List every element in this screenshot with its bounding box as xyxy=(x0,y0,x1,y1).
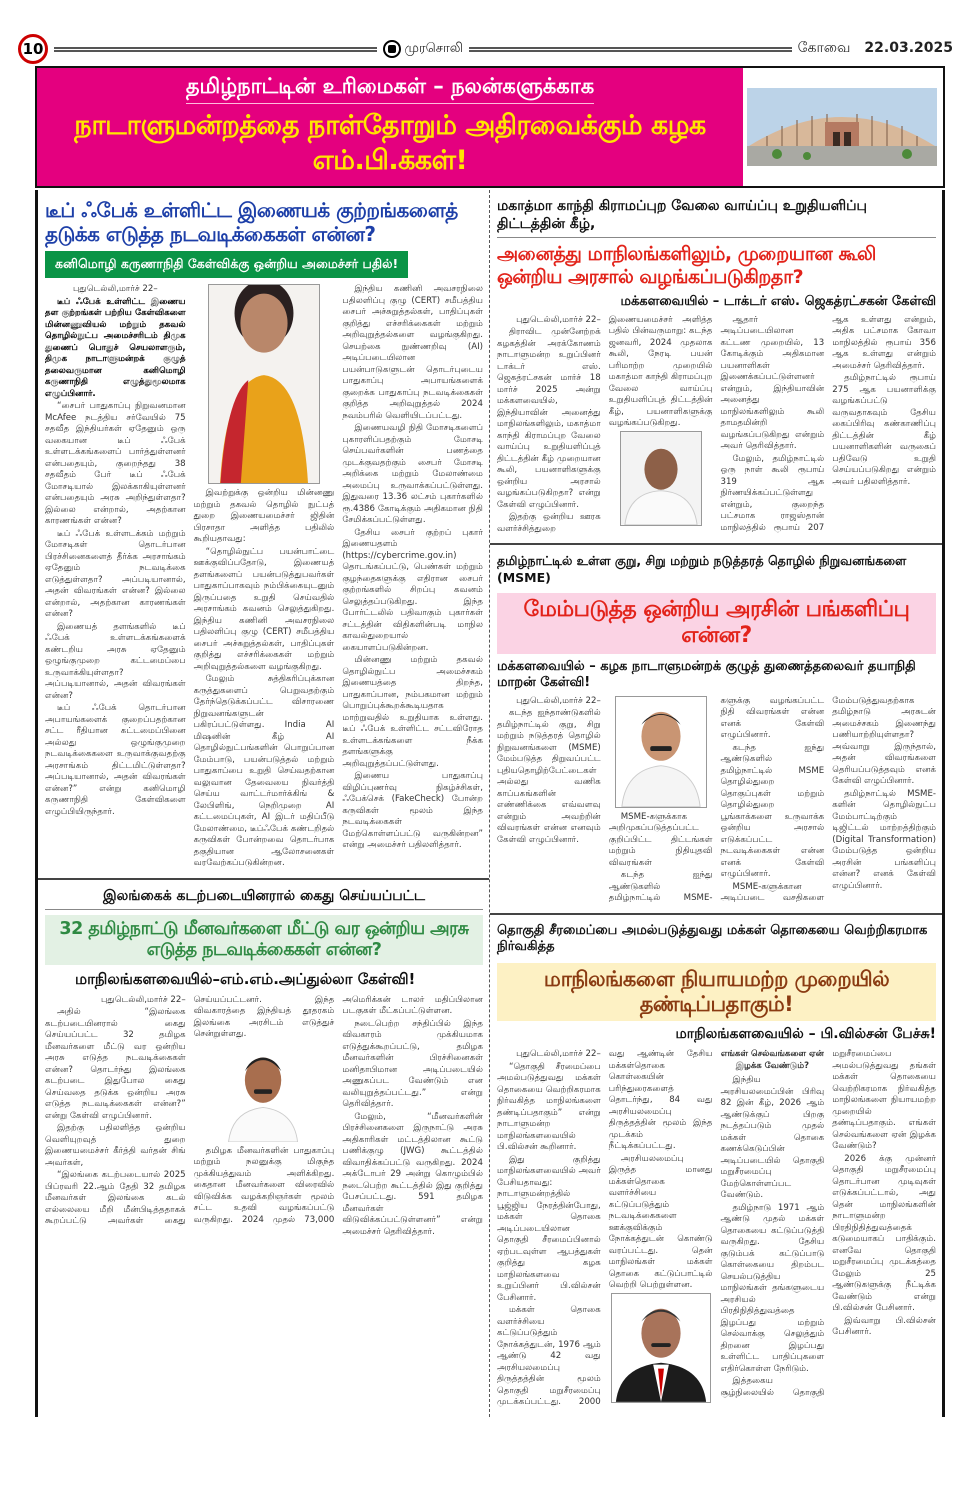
article-deepfake xyxy=(38,190,489,878)
photo-caption: எங்கள் செல்வங்களை ஏன் இழக்க வேண்டும்? xyxy=(720,1049,824,1071)
jagathrakshakan-photo xyxy=(620,431,702,526)
article-fishermen xyxy=(38,878,489,1247)
parliament-photo xyxy=(743,68,943,186)
page-body xyxy=(35,190,945,1417)
dateline: புதுடெல்லி,மார்ச் 22– xyxy=(73,284,158,294)
paragraph: தமிழ்நாட்டில் ரூபாய் 275 ஆக பயனாளிக்கு வழங்கப்பட்டு வருவதாகவும் தேசிய கைப்பிரிவு கண்காணிப்பு திட்டத்தின் கீழ் பயனாளிகளின் வருகைப் பதிவேடு உறுதி செய்யப்படுகிறது என்றும் அவர் பதிலளித்தார். xyxy=(832,373,936,487)
paragraph: கடந்த ஐந்தாண்டுகளில் தமிழ்நாட்டில் குறு, சிறு மற்றும் நடுத்தரத் தொழில் நிறுவனங்களை (MSME) மேம்படுத்த திறுவப்பட்ட புதியதொழிற்பேட்டைகள் அல்லது வணிக காப்பகங்களின் எண்ணிக்கை எவ்வளவு என்றும் அவற்றின் விவரங்கள் என்ன எனவும் கேள்வி எழுப்பினார். xyxy=(497,708,601,845)
masthead-rule xyxy=(54,47,377,52)
paragraph: இணையத் தளங்களில் டீப் ஃபேக் உள்ளடக்கங்களைக் கண்டறிய அரசு ஏதேனும் ஒழுங்குமுறை கட்டமைப்பை உருவாக்கியுள்ளதா? அப்படியானால், அதன் விவரங்கள் என்ன? xyxy=(45,621,186,701)
paragraph: இதற்கு பதிலளித்த ஒன்றிய வெளியுறவுத் துறை இணையமைச்சர் கீர்த்தி வர்தன் சிங் அவர்கள், xyxy=(45,1123,186,1168)
paragraph: டீப் ஃபேக் தொடர்பான அபாயங்களைக் குறைப்பதற்கான சட்ட ரீதியான கட்டமைப்பினை அல்லது ஒழுங்குமுறை நடவடிக்கைகளை உருவாக்குவதற்கு அரசாங்கம் திட்டமிட்டுள்ளதா? அப்படியானால், அதன் விவரங்கள் என்ன?” என்று கனிமொழி கருணாநிதி கேள்விகளை எழுப்பியிருந்தார். xyxy=(45,703,186,817)
article-body xyxy=(497,1049,936,1409)
article-headline: மேம்படுத்த ஒன்றிய அரசின் பங்களிப்பு என்ன? xyxy=(497,593,936,654)
article-body xyxy=(45,995,483,1239)
paragraph: கடந்த ஐந்து ஆண்டுகளில் தமிழ்நாட்டில் MSME தொழில்துறை தொகுப்புகள் மற்றும் தொழில்துறை பூங்காக்களை உருவாக்க ஒன்றிய அரசால் எடுக்கப்பட்ட நடவடிக்கைகள் என்ன எனக் கேள்வி எழுப்பினார். xyxy=(720,742,825,880)
paragraph: திராவிட முன்னேற்றக் கழகத்தின் அரக்கோணம் நாடாளுமன்ற உறுப்பினர் டாக்டர் எஸ். ஜெகத்ரட்சகன் மார்ச் 18 மார்ச் 2025 அன்று மக்களவையில், இந்தியாவின் அனைத்து மாநிலங்களிலும், மகாத்மா காந்தி கிராமப்புற வேலை வாய்ப்பு உறுதியளிப்புத் திட்டத்தின் கீழ் முறையான கூலி, பயனாளிகளுக்கு ஒன்றிய அரசால் வழங்கப்படுகிறதா? என்று கேள்வி எழுப்பினார். xyxy=(497,327,601,510)
dateline: புதுடெல்லி,மார்ச் 22– xyxy=(516,695,601,706)
paragraph: ஆதார் அடிப்படையிலான கட்டண முறையில், 13 கோடிக்கும் அதிகமான பயனாளிகள் இணைக்கப்பட்டுள்ளனர் என்றும், இந்தியாவின் அனைத்து மாநிலங்களிலும் கூலி தாமதமின்றி வழங்கப்படுகிறது என்றும் அவர் தெரிவித்தார். xyxy=(720,314,825,452)
paragraph: “இலங்கை கடற்படையால் 2025 பிப்ரவரி 22.ஆம் தேதி 32 தமிழக மீனவர்கள் இலங்கை கடல் எல்லையை மீறி மீன்பிடித்ததாகக் கூறப்பட்டு அவர்கள் கைது செய்யப்பட்டனர். இந்த விவகாரத்தை இந்தியத் தூதரகம் இலங்கை அரசிடம் எடுத்துச் சென்றுள்ளது. xyxy=(45,994,335,1226)
article-headline: டீப் ஃபேக் உள்ளிட்ட இணையக் குற்றங்களைத் தடுக்க எடுத்த நடவடிக்கைகள் என்ன? xyxy=(45,198,458,246)
paragraph: இவ்வாறு பி.வில்சன் பேசினார். xyxy=(832,1315,936,1338)
article-byline: மாநிலங்களவையில் – பி.வில்சன் பேச்சு! xyxy=(675,1026,936,1043)
paragraph: மேலும், தமிழ்நாட்டில் ஒரு நாள் கூலி ரூபாய் 319 ஆக நிர்ணயிக்கப்பட்டுள்ளது என்றும், குறைந்த பட்சமாக ராஜஸ்தான் மாநிலத்தில் ரூபாய் 207 ஆக உள்ளது என்றும், அதிக பட்சமாக கோவா மாநிலத்தில் ரூபாய் 356 ஆக உள்ளது என்றும் அமைச்சர் தெரிவித்தார். xyxy=(720,314,936,533)
article-byline: மாநிலங்களவையில்–எம்.எம்.அப்துல்லா கேள்வி! xyxy=(75,969,416,988)
paragraph: தமிழக மீனவர்களின் பாதுகாப்பு மற்றும் நலனுக்கு மிகுந்த முக்கியத்துவம் அளிக்கிறது. கைதான மீனவர்களை விரைவில் விடுவிக்க வழக்கறிஞர்கள் மூலம் சட்ட உதவி வழங்கப்பட்டு வருகிறது. 2024 முதல் 73,000 அமெரிக்கன் டாலர் மதிப்பிலான படகுகள் மீட்கப்பட்டுள்ளன. xyxy=(193,994,483,1225)
dateline: புதுடெல்லி,மார்ச் 22– xyxy=(516,314,601,325)
masthead xyxy=(18,34,953,64)
article-msme xyxy=(490,543,942,913)
paragraph: “சைபர் பாதுகாப்பு நிறுவனமான McAfee நடத்திய சர்வேயில் 75 சதவீத இந்தியர்கள் ஏதேனும் ஒரு வகையான டீப் ஃபேக் உள்ளடக்கங்களைப் பார்த்துள்ளனர் என்பதையும், குறைந்தது 38 சதவீதம் பேர் டீப் ஃபேக் மோசடியால் இலக்காகியுள்ளனர் என்பதையும் அரசு அறிந்துள்ளதா? இல்லை என்றால், அதற்கான காரணங்கள் என்ன? xyxy=(45,401,186,526)
article-mgnrega xyxy=(490,190,942,543)
paragraph: மேலும், “மீனவர்களின் பிரச்சினைகளை இருநாட்டு அரசு அதிகாரிகள் மட்டத்திலான கூட்டு பணிக்குழு (JWG) கூட்டத்தில் விவாதிக்கப்பட்டு வருகிறது. 2024 அக்டோபர் 29 அன்று கொழும்பில் நடைபெற்ற கூட்டத்தில் இது குறித்து பேசப்பட்டது. 591 தமிழக மீனவர்கள் விடுவிக்கப்பட்டுள்ளனர்” என்று அமைச்சர் தெரிவித்தார். xyxy=(342,1111,483,1237)
banner-text xyxy=(37,68,743,186)
edition-info xyxy=(798,40,953,58)
paragraph: இது குறித்து மாநிலங்களவையில் அவர் பேசியதாவது: நாடாளுமன்றத்தில் பூஜ்ஜிய நேரத்தின்போது, மக்கள் தொகை அடிப்படையிலான தொகுதி சீரமைப்பினால் ஏற்படவுள்ள ஆபத்துகள் குறித்து கழக மாநிலங்களவை உறுப்பினர் பி.வில்சன் பேசினார். xyxy=(497,1154,601,1303)
photo-caption: MSME-களுக்காக அறிமுகப்படுத்தப்பட்ட குறிப்பிட்ட திட்டங்கள் மற்றும் நிதியுதவி விவரங்கள் xyxy=(608,811,713,868)
right-column xyxy=(490,190,945,1417)
article-body xyxy=(497,315,936,536)
article-subhead: கனிமொழி கருணாநிதி கேள்விக்கு ஒன்றிய அமைச்சர் பதில்! xyxy=(45,251,408,278)
dayanidhi-maran-photo xyxy=(615,696,707,808)
article-headline: அனைத்து மாநிலங்களிலும், முறையான கூலி ஒன்றிய அரசால் வழங்கப்படுகிறதா? xyxy=(497,243,876,288)
paragraph: மக்கள் தொகை வளர்ச்சியை கட்டுப்படுத்தும் நோக்கத்துடன், 1976 ஆம் ஆண்டு 42 வது அரசியலமைப்பு திருத்தத்தின் மூலம் தொகுதி மறுசீரமைப்பு முடக்கப்பட்டது. 2000 வது ஆண்டின் தேசிய மக்கள்தொகை கொள்கையின் பரிந்துரைகளைத் தொடர்ந்து, 84 வது அரசியலமைப்பு திருத்தத்தின் மூலம் இந்த முடக்கம் நீட்டிக்கப்பட்டது. xyxy=(497,1049,713,1408)
edition-name: கோவை xyxy=(797,40,851,56)
banner-headline: நாடாளுமன்றத்தை நாள்தோறும் அதிரவைக்கும் கழக எம்.பி.க்கள்! xyxy=(74,110,706,176)
paragraph: இணையவழி நிதி மோசடிகளைப் புகாரளிப்பதற்கும் மோசடி செய்பவர்களின் பணத்தை முடக்குவதற்கும் சைபர் மோசடி அறிக்கை மற்றும் மேலாண்மை அமைப்பு உருவாக்கப்பட்டுள்ளது. இதுவரை 13.36 லட்சம் புகார்களில் ரூ.4386 கோடிக்கும் அதிகமான நிதி சேமிக்கப்பட்டுள்ளது. xyxy=(342,423,483,525)
article-kicker: இலங்கைக் கடற்படையினரால் கைது செய்யப்பட்ட xyxy=(45,888,483,910)
paragraph: இந்திய அரசியலமைப்பின் பிரிவு 82 இன் கீழ், 2026 ஆம் ஆண்டுக்குப் பிறகு நடத்தப்படும் முதல் மக்கள் தொகை கணக்கெடுப்பின் அடிப்படையில் தொகுதி மறுசீரமைப்பு மேற்கொள்ளப்பட வேண்டும். xyxy=(720,1075,825,1201)
issue-date: 22.03.2025 xyxy=(864,40,953,56)
article-body xyxy=(45,284,483,870)
paragraph: “தொழில்நுட்ப பயன்பாட்டை ஊக்குவிப்பதோடு, இணையத் தளங்களைப் பயன்படுத்துபவர்கள் பாதுகாப்பாகவும் நம்பிக்கையுடனும் இருப்பதை உறுதி செய்வதில் அரசாங்கம் கவனம் செலுத்துகிறது. இந்திய கணினி அவசரநிலை பதிலளிப்பு குழு (CERT) சமீபத்திய சைபர் அச்சுறுத்தல்கள், பாதிப்புகள் குறித்து எச்சரிக்கைகள் மற்றும் அறிவுறுத்தல்களை வழங்குகிறது. xyxy=(193,546,335,672)
article-lead: டீப் ஃபேக் உள்ளிட்ட இணைய தள குற்றங்கள் பற்றிய கேள்விகளை மின்னணுவியல் மற்றும் தகவல் தொழில்நுட்ப அமைச்சரிடம் திமுக துணைப் பொதுச் செயலாளரும், திமுக நாடாளுமன்றக் குழுத் தலைவருமான கனிமொழி கருணாநிதி எழுத்துமூலமாக எழுப்பினார். xyxy=(45,296,186,399)
article-byline: மக்களவையில் – டாக்டர் எஸ். ஜெகத்ரட்சகன் கேள்வி xyxy=(620,293,936,309)
banner-kicker: தமிழ்நாட்டின் உரிமைகள் – நலன்களுக்காக xyxy=(186,74,594,104)
paragraph: தேசிய சைபர் குற்றப் புகார் இணையதளம் (https://cybercrime.gov.in) தொடங்கப்பட்டு, பெண்கள் மற்றும் குழந்தைகளுக்கு எதிரான சைபர் குற்றங்களில் சிறப்பு கவனம் செலுத்தப்படுகிறது. இந்த போர்ட்டலில் பதிவாகும் புகார்கள் சட்டத்தின் விதிகளின்படி மாநில காவல்துறையால் கையாளப்படுகின்றன. xyxy=(342,527,483,653)
paragraph: மின்னணு மற்றும் தகவல் தொழில்நுட்ப அமைச்சகம் இணையத்தை திறந்த, பாதுகாப்பான, நம்பகமான மற்றும் பொறுப்புக்கூறக்கூடியதாக மாற்றுவதில் உறுதியாக உள்ளது. டீப் ஃபேக் உள்ளிட்ட சட்டவிரோத உள்ளடக்கங்களை நீக்க தளங்களுக்கு அறிவுறுத்தப்பட்டுள்ளது. xyxy=(342,655,483,769)
article-headline: மாநிலங்களை நியாயமற்ற முறையில் தண்டிப்பதாகும்! xyxy=(497,963,936,1021)
paragraph: “தொகுதி சீரமைப்பை அமல்படுத்துவது மக்கள் தொகையை வெற்றிகரமாக நிர்வகித்த மாநிலங்களை தண்டிப்பதாகும்” என்று நாடாளுமன்ற மாநிலங்களவையில் பி.வில்சன் கூறினார். xyxy=(497,1061,601,1153)
paragraph: தமிழ்நாடு 1971 ஆம் ஆண்டு முதல் மக்கள் தொகையை கட்டுப்படுத்தி வருகிறது. தேசிய குடும்பக் கட்டுப்பாடு கொள்கையை திறம்பட செயல்படுத்திய மாநிலங்கள் தங்களுடைய அரசியல் பிரதிநிதித்துவத்தை இழப்பது மற்றும் செல்வாக்கு செலுத்தும் திறனை இழப்பது உள்ளிட்ட பாதிப்புகளை எதிர்கொள்ள நேரிடும். xyxy=(720,1202,825,1374)
paragraph: அரசியலமைப்பு இருத்த மானது மக்கள்தொகை வளர்ச்சியை கட்டுப்படுத்தும் நடவடிக்கைகளை ஊக்குவிக்கும் நோக்கத்துடன் கொண்டு வரப்பட்டது. தென் மாநிலங்கள் மக்கள் தொகை கட்டுப்பாட்டில் வெற்றி பெற்றுள்ளன. xyxy=(608,1153,713,1291)
masthead-rule xyxy=(469,47,792,52)
paragraph: இந்திய கணினி அவசரநிலை பதிலளிப்பு குழு (CERT) சமீபத்திய சைபர் அச்சுறுத்தல்கள், பாதிப்புகள் குறித்து எச்சரிக்கைகள் மற்றும் அறிவுறுத்தல்களை வழங்குகிறது. செயற்கை நுண்ணறிவு (AI) அடிப்படையிலான பயன்பாடுகளுடன் தொடர்புடைய பாதுகாப்பு அபாயங்களைக் குறைக்க பாதுகாப்பு நடவடிக்கைகள் குறித்த அறிவுறுத்தல் 2024 நவம்பரில் வெளியிடப்பட்டது. xyxy=(342,284,483,421)
paragraph: இணைய பாதுகாப்பு விழிப்புணர்வு நிகழ்ச்சிகள், ஃபேக்செக் (FakeCheck) போன்ற கருவிகள் மூலம் இந்த நடவடிக்கைகள் மேற்கொள்ளப்பட்டு வருகின்றன” என்று அமைச்சர் பதிலளித்தார். xyxy=(342,771,483,850)
paragraph: அதில் “இலங்கை கடற்படையினரால் கைது செய்யப்பட்ட 32 தமிழக மீனவர்களை மீட்டு வர ஒன்றிய அரசு எடுத்த நடவடிக்கைகள் என்ன? தொடர்ந்து இலங்கை கடற்படை இதுபோல கைது செய்வதை தடுக்க ஒன்றிய அரசு எடுத்த நடவடிக்கைகள் என்ன?” என்று கேள்வி எழுப்பினார். xyxy=(45,1007,186,1121)
article-kicker: தமிழ்நாட்டில் உள்ள குறு, சிறு மற்றும் நடுத்தரத் தொழில் நிறுவனங்களை (MSME) xyxy=(497,553,907,586)
paragraph: இத்தகைய சூழ்நிலையில் தொகுதி மறுசீரமைப்பை அமல்படுத்துவது தங்கள் மக்கள் தொகையை வெற்றிகரமாக நிர்வகித்த மாநிலங்களை நியாயமற்ற முறையில் தண்டிப்பதாகும். எங்கள் செல்வங்களை ஏன் இழக்க வேண்டும்? xyxy=(720,1049,936,1398)
paper-name: முரசொலி xyxy=(404,41,464,56)
article-byline: மக்களவையில் – கழக நாடாளுமன்றக் குழுத் துணைத்தலைவர் தயாநிதி மாறன் கேள்வி! xyxy=(497,658,916,690)
article-delimitation xyxy=(490,913,942,1417)
page-number: 10 xyxy=(18,34,48,64)
wilson-photo xyxy=(611,1293,711,1403)
article-headline: 32 தமிழ்நாட்டு மீனவர்களை மீட்டு வர ஒன்றிய அரசு எடுத்த நடவடிக்கைகள் என்ன? xyxy=(45,915,483,965)
newspaper-logo xyxy=(383,40,464,58)
paragraph: மேலும் சுத்திகரிப்புக்கான கருத்துகளைப் பெறுவதற்கும் தேர்ந்தெடுக்கப்பட்ட விசாரணை நிறுவனங்களுடன் பகிரப்பட்டுள்ளது. India AI மிஷனின் கீழ் AI தொழில்நுட்பங்களின் பொறுப்பான மேம்பாடு, பயன்படுத்தல் மற்றும் பாதுகாப்பை உறுதி செய்வதற்கான வலுவான தேவையை நிவர்த்தி செய்ய வாட்டர்மார்க்கிங் & லேபிளிங், நெறிமுறை AI கட்டமைப்புகள், AI இடர் மதிப்பீடு மேலாண்மை, டீப்ஃபேக் கண்டறிதல் கருவிகள் போன்றவை தொடர்பாக தகுதியான ஆலோசனைகள் வரவேற்கப்படுகின்றன. xyxy=(193,674,335,868)
paragraph: MSME-களுக்கான அடிப்படை வசதிகளை மேம்படுத்துவதற்காக தமிழ்நாடு அரசுடன் அமைச்சகம் இணைந்து பணியாற்றியுள்ளதா? அவ்வாறு இருந்தால், அதன் விவரங்களை தெரியப்படுத்தவும் எனக் கேள்வி எழுப்பினார். xyxy=(720,695,936,904)
page-banner xyxy=(35,66,945,188)
parliament-building-image xyxy=(747,88,937,166)
kanimozhi-photo xyxy=(208,284,320,484)
dateline: புதுடெல்லி,மார்ச் 22– xyxy=(516,1049,601,1060)
left-column xyxy=(35,190,490,1417)
paragraph: 2026 க்கு முன்னர் தொகுதி மறுசீரமைப்பு தொடர்பான முடிவுகள் எடுக்கப்பட்டால், அது தென் மாநிலங்களின் நாடாளுமன்ற பிரதிநிதித்துவத்தைக் கடுமையாகப் பாதிக்கும். எனவே தொகுதி மறுசீரமைப்பு முடக்கத்தை மேலும் 25 ஆண்டுகளுக்கு நீட்டிக்க வேண்டும் என்று பி.வில்சன் பேசினார். xyxy=(832,1153,936,1314)
article-kicker: மகாத்மா காந்தி கிராமப்புற வேலை வாய்ப்பு உறுதியளிப்பு திட்டத்தின் கீழ், xyxy=(497,198,936,238)
dateline: புதுடெல்லி,மார்ச் 22– xyxy=(101,994,186,1005)
paragraph: நடைபெற்ற சந்திப்பில் இந்த விவகாரம் முக்கியமாக எடுத்துக்கூறப்பட்டு, தமிழக மீனவர்களின் பிரச்சினைகள் மனிதாபிமான அடிப்படையில் அணுகப்பட வேண்டும் என வலியுறுத்தப்பட்டது.” என்று தெரிவித்தார். xyxy=(342,1018,483,1109)
abdullah-photo xyxy=(221,1042,306,1142)
paragraph: தமிழ்நாட்டில் MSME-களின் தொழில்நுட்ப மேம்பாட்டிற்கும் டிஜிட்டல் மாற்றத்திற்கும் (Digital Transformation) மேம்படுத்த ஒன்றிய அரசின் பங்களிப்பு என்ன? எனக் கேள்வி எழுப்பினார். xyxy=(832,788,936,891)
paragraph: கடந்த ஐந்து ஆண்டுகளில் தமிழ்நாட்டில் MSME-களுக்கு வழங்கப்பட்ட நிதி விவரங்கள் என்ன எனக் கேள்வி எழுப்பினார். xyxy=(608,695,825,904)
paragraph: இதற்கு ஒன்றிய ஊரக வளர்ச்சித்துறை இணையமைச்சர் அளித்த பதில் பின்வருமாறு: கடந்த ஜனவரி, 2024 முதலாக கூலி, நேரடி பயன் பரிமாற்ற முறையில் மகாத்மா காந்தி கிராமப்புற வேலை வாய்ப்பு உறுதியளிப்புத் திட்டத்தின் கீழ், பயனாளிகளுக்கு வழங்கப்படுகிறது. xyxy=(497,314,713,534)
paragraph: டீப் ஃபேக் உள்ளடக்கம் மற்றும் மோசடிகள் தொடர்பான பிரச்சினைகளைத் தீர்க்க அரசாங்கம் ஏதேனும் நடவடிக்கை எடுத்துள்ளதா? அப்படியானால், அதன் விவரங்கள் என்ன? இல்லை என்றால், அதற்கான காரணங்கள் என்ன? xyxy=(45,528,186,619)
article-body xyxy=(497,696,936,905)
article-kicker: தொகுதி சீரமைப்பை அமல்படுத்துவது மக்கள் தொகையை வெற்றிகரமாக நிர்வகித்த xyxy=(497,922,928,954)
drum-logo-icon xyxy=(383,40,401,58)
paragraph: இவற்றுக்கு ஒன்றிய மின்னணு மற்றும் தகவல் தொழில் நுட்பத் துறை இணையமைச்சர் ஜிதின் பிரசாதா அளித்த பதிலில் கூறியதாவது: xyxy=(193,488,335,544)
